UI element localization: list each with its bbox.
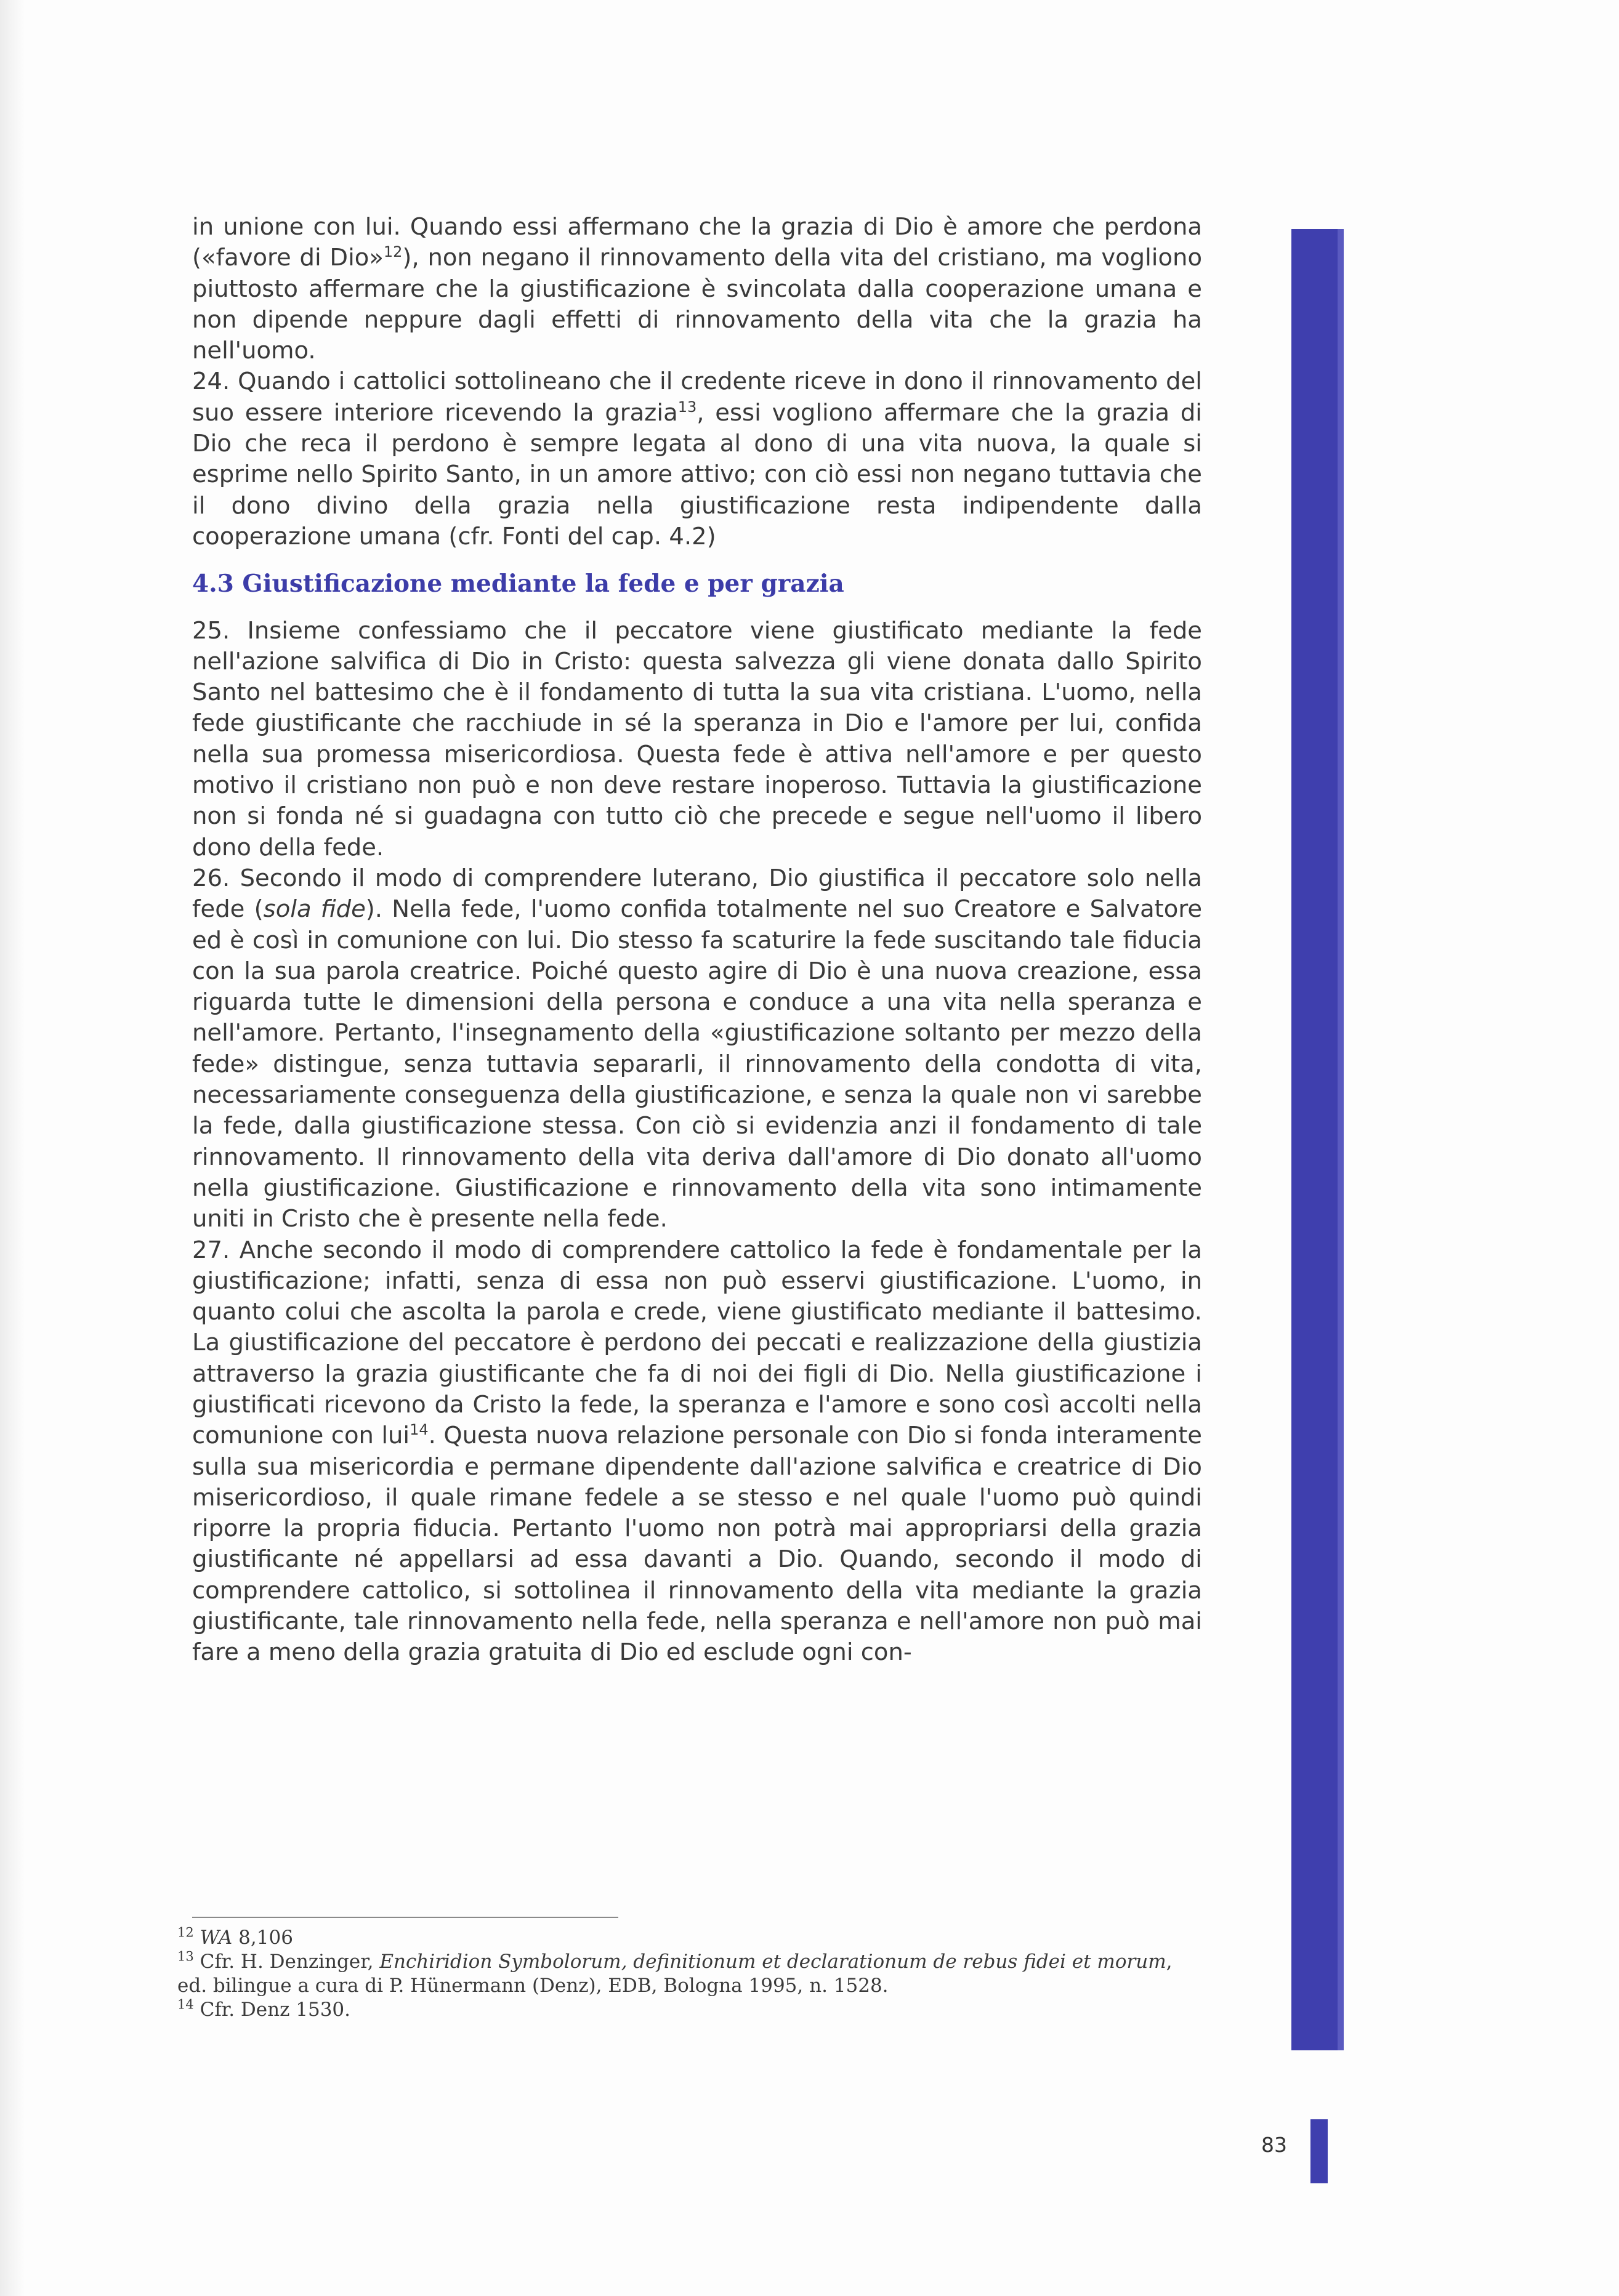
page-number: 83	[1261, 2133, 1287, 2157]
decorative-side-bar-edge	[1338, 229, 1344, 2050]
footnote-ref-13: 13	[677, 398, 697, 416]
page-number-tab	[1310, 2119, 1328, 2183]
paragraph-25: 25. Insieme confessiamo che il peccatore viene giustificato mediante la fede nell'azione salvifica di Dio in Cristo: questa salvezza gli viene donata dallo Spirito Santo nel battesimo che è il fondamento di tutta la sua vita cristiana. L'uomo, nella fede giustificante che racchiude in sé la speranza in Dio e l'amore per lui, confida nella sua promessa misericordiosa. Questa fede è attiva nell'amore e per questo motivo il cristiano non può e non deve restare inoperoso. Tuttavia la giustificazione non si fonda né si guadagna con tutto ciò che precede e segue nell'uomo il libero dono della fede.	[192, 616, 1202, 861]
footnotes	[177, 1926, 1200, 2022]
paragraph-number: 26.	[192, 864, 230, 892]
paragraph-27: 27. Anche secondo il modo di comprendere cattolico la fede è fondamentale per la giustificazione; infatti, senza di essa non può esservi giustificazione. L'uomo, in quanto colui che ascolta la parola e crede, viene giustificato mediante il battesimo. La giustificazione del peccatore è perdono dei peccati e realizzazione della giustizia attraverso la grazia giustificante che fa di noi dei figli di Dio. Nella giustificazione i giustificati ricevono da Cristo la fede, la speranza e l'amore e sono così accolti nella comunione con lui$^{14}$. Questa nuova relazione personale con Dio si fonda interamente sulla sua misericordia e permane dipendente dall'azione salvifica e creatrice di Dio misericordioso, il quale rimane fedele a se stesso e nel quale l'uomo può quindi riporre la propria fiducia. Pertanto l'uomo non potrà mai appropriarsi della grazia giustificante né appellarsi ad essa davanti a Dio. Quando, secondo il modo di comprendere cattolico, si sottolinea il rinnovamento della vita mediante la grazia giustificante, tale rinnovamento nella fede, nella speranza e nell'amore non può mai fare a meno della grazia gratuita di Dio ed esclude ogni con-	[192, 1236, 1202, 1667]
footnote-ref-12: 12	[383, 243, 403, 261]
paragraph-number: 27.	[192, 1236, 230, 1264]
decorative-side-bar	[1291, 229, 1344, 2050]
footnote-14: $^{14}$ Cfr. Denz 1530.	[177, 1997, 351, 2021]
footnote-divider	[192, 1917, 618, 1918]
footnote-ref-14: 14	[410, 1421, 429, 1439]
section-heading: 4.3 Giustificazione mediante la fede e per grazia	[192, 570, 844, 598]
footnote-13: $^{13}$ Cfr. H. Denzinger, Enchiridion Symbolorum, definitionum et declarationum de rebus fidei et morum, ed. bilingue a cura di P. Hünermann (Denz), EDB, Bologna 1995, n. 1528.	[177, 1949, 1173, 1997]
main-text	[192, 212, 1202, 1669]
paragraph-24: 24. Quando i cattolici sottolineano che il credente riceve in dono il rinnovamento del suo essere interiore ricevendo la grazia$^{13}$, essi vogliono affermare che la grazia di Dio che reca il perdono è sempre legata al dono di una vita nuova, la quale si esprime nello Spirito Santo, in un amore attivo; con ciò essi non negano tuttavia che il dono divino della grazia nella giustificazione resta indipendente dalla cooperazione umana (cfr. Fonti del cap. 4.2)	[192, 368, 1202, 550]
paragraph-26: 26. Secondo il modo di comprendere luterano, Dio giustifica il peccatore solo nella fede (sola fide). Nella fede, l'uomo confida totalmente nel suo Creatore e Salvatore ed è così in comunione con lui. Dio stesso fa scaturire la fede suscitando tale fiducia con la sua parola creatrice. Poiché questo agire di Dio è una nuova creazione, essa riguarda tutte le dimensioni della persona e conduce a una vita nella speranza e nell'amore. Pertanto, l'insegnamento della «giustificazione soltanto per mezzo della fede» distingue, senza tuttavia separarli, il rinnovamento della condotta di vita, necessariamente conseguenza della giustificazione, e senza la quale non vi sarebbe la fede, dalla giustificazione stessa. Con ciò si evidenzia anzi il fondamento di tale rinnovamento. Il rinnovamento della vita deriva dall'amore di Dio donato all'uomo nella giustificazione. Giustificazione e rinnovamento della vita sono intimamente uniti in Cristo che è presente nella fede.	[192, 864, 1203, 1233]
paragraph-number: 25.	[192, 616, 230, 645]
paragraph-number: 24.	[192, 368, 230, 396]
footnote-12: $^{12}$ WA 8,106	[177, 1925, 293, 1949]
italic-term: sola fide	[263, 895, 366, 924]
page-edge-shadow	[0, 0, 25, 2296]
paragraph-continuation: in unione con lui. Quando essi affermano che la grazia di Dio è amore che perdona («favore di Dio»$^{12}$), non negano il rinnovamento della vita del cristiano, ma vogliono piuttosto affermare che la giustificazione è svincolata dalla cooperazione umana e non dipende neppure dagli effetti di rinnovamento della vita che la grazia ha nell'uomo.	[192, 213, 1202, 365]
